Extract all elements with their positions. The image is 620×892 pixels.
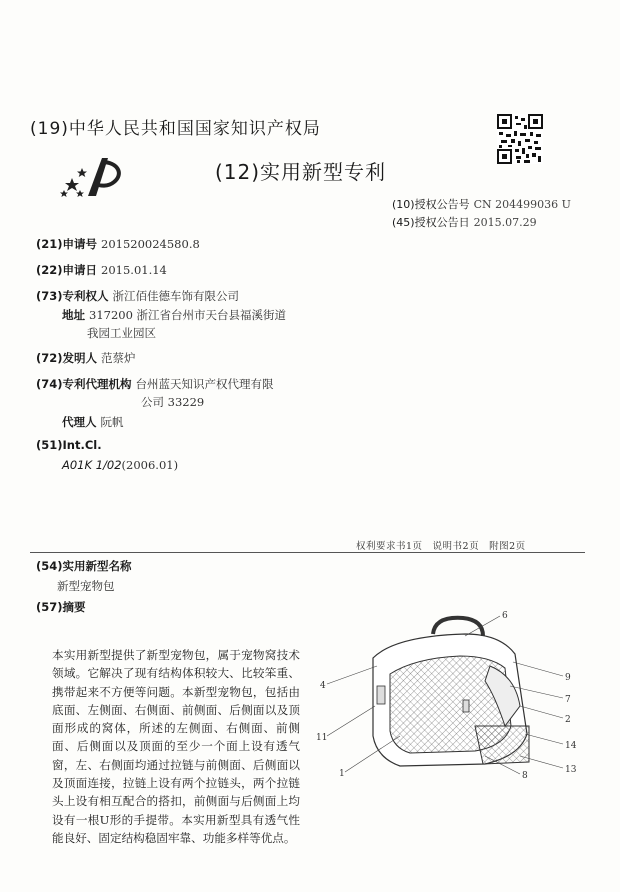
drawing-pages: 附图2页	[489, 541, 526, 552]
abstract-label: (57)摘要	[36, 600, 86, 614]
publication-date-label: (45)授权公告日	[392, 216, 470, 229]
label-7: 7	[565, 695, 571, 705]
publication-number-row	[392, 196, 571, 212]
agent: 阮帆	[100, 415, 124, 429]
document-type: (12)实用新型专利	[215, 160, 387, 184]
application-number: 201520024580.8	[101, 237, 200, 251]
pet-carrier-drawing	[315, 606, 590, 788]
agency-row	[36, 376, 274, 392]
application-date-label: (22)申请日	[36, 263, 98, 277]
label-4: 4	[320, 681, 326, 691]
issuing-office: (19)中华人民共和国国家知识产权局	[30, 119, 321, 139]
intcl-row	[36, 438, 102, 452]
claims-pages: 权利要求书1页	[356, 541, 423, 552]
inventor: 范蔡炉	[101, 351, 136, 365]
address-line-1: 317200 浙江省台州市天台县福溪街道	[89, 308, 287, 322]
agent-row	[62, 414, 124, 430]
agency-line-2: 公司 33229	[141, 395, 205, 409]
cnipa-logo-icon	[58, 152, 128, 200]
intcl-code: A01K 1/02	[62, 458, 122, 472]
inventor-label: (72)发明人	[36, 351, 98, 365]
title-label: (54)实用新型名称	[36, 559, 132, 573]
utility-model-title: 新型宠物包	[57, 579, 115, 593]
inventor-row	[36, 350, 136, 366]
description-pages: 说明书2页	[432, 541, 480, 552]
label-14: 14	[565, 741, 577, 751]
address-line-2: 我园工业园区	[87, 326, 156, 340]
separator-line	[30, 552, 585, 553]
publication-date: 2015.07.29	[473, 216, 537, 229]
label-13: 13	[565, 765, 577, 775]
abstract-section	[36, 599, 86, 615]
intcl-label: (51)Int.Cl.	[36, 438, 102, 452]
qr-code-icon	[497, 114, 543, 164]
publication-number-label: (10)授权公告号	[392, 198, 470, 211]
publication-number: CN 204499036 U	[473, 198, 571, 211]
patentee-row	[36, 288, 239, 304]
agent-label: 代理人	[62, 415, 97, 429]
label-11: 11	[316, 733, 328, 743]
patentee: 浙江佰佳德车饰有限公司	[112, 289, 240, 303]
label-8: 8	[522, 771, 528, 781]
intcl-code-row	[62, 458, 178, 472]
application-date-row	[36, 262, 167, 278]
agency-line-2-row	[141, 394, 204, 410]
patentee-label: (73)专利权人	[36, 289, 109, 303]
application-number-row	[36, 236, 200, 252]
abstract-text: 本实用新型提供了新型宠物包，属于宠物窝技术领域。它解决了现有结构体积较大、比较笨重、携带起来不方便等问题。本新型宠物包，包括由底面、左侧面、右侧面、前侧面、后侧面以及顶面形成的窝体，所述的左侧面、右侧面、前侧面、后侧面以及顶面的至少一个面上设有透气窗，左、右侧面均通过拉链与前侧面、后侧面以及顶面连接，拉链上设有两个拉链头，两个拉链头上设有相互配合的搭扣，前侧面与后侧面上均设有一根U形的手提带。本实用新型具有透气性能良好、固定结构稳固牢靠、功能多样等优点。	[52, 648, 300, 845]
title-section	[36, 558, 132, 574]
application-number-label: (21)申请号	[36, 237, 98, 251]
agency-line-1: 台州蓝天知识产权代理有限	[135, 377, 274, 391]
publication-date-row	[392, 214, 537, 230]
agency-label: (74)专利代理机构	[36, 377, 132, 391]
label-9: 9	[565, 673, 571, 683]
label-2: 2	[565, 715, 571, 725]
address-line-2-row	[87, 325, 156, 341]
label-1: 1	[339, 769, 345, 779]
intcl-version: (2006.01)	[121, 458, 179, 472]
carrier-bag-body	[373, 618, 529, 766]
address-row	[62, 307, 286, 323]
address-label: 地址	[62, 308, 85, 322]
page-counts	[356, 538, 536, 552]
label-6: 6	[502, 611, 508, 621]
application-date: 2015.01.14	[101, 263, 167, 277]
